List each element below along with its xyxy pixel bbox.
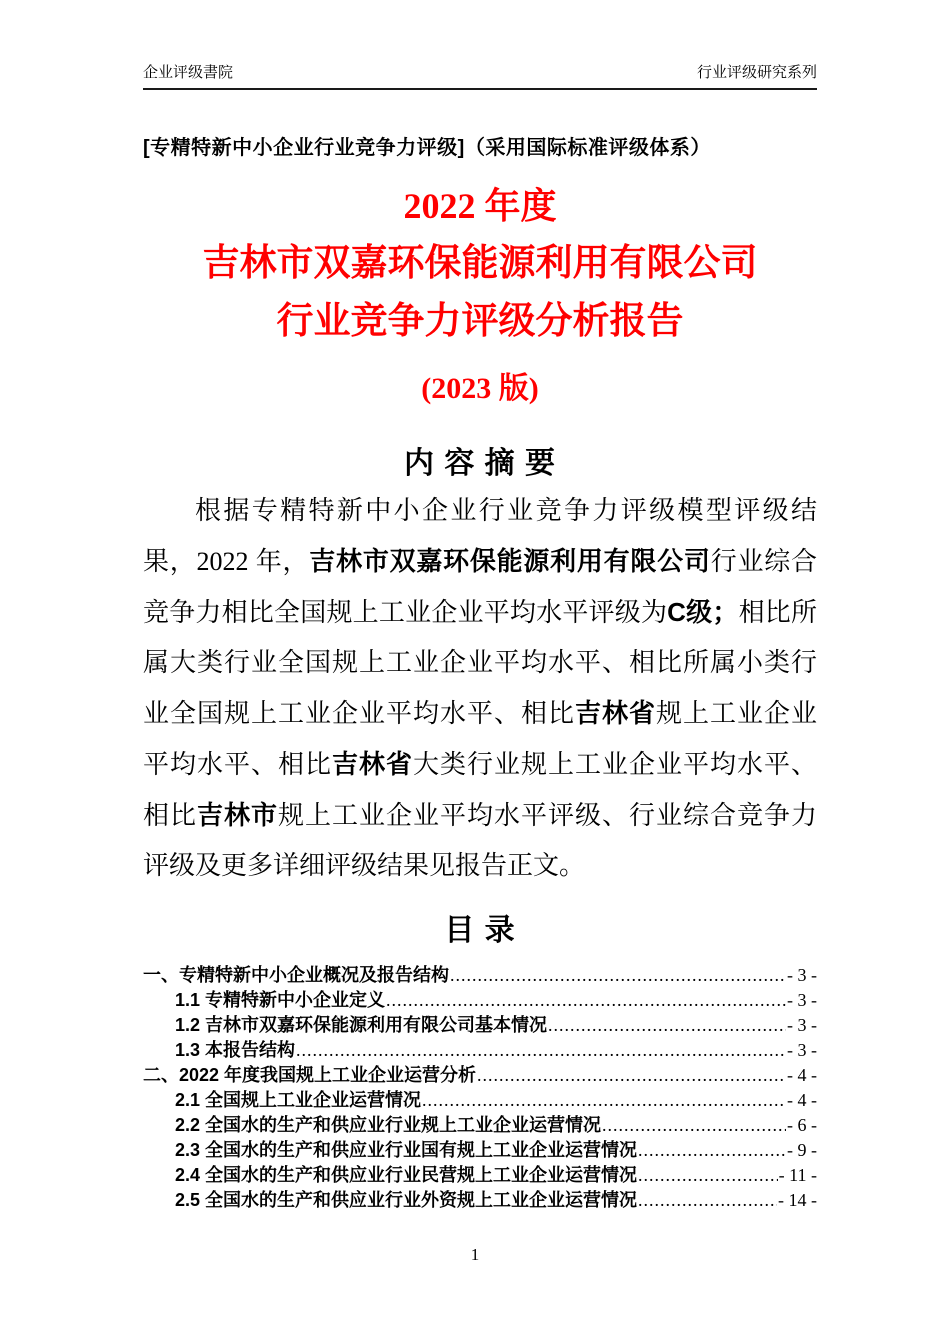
title-block [143, 185, 817, 407]
toc-item-label: 2.1 全国规上工业企业运营情况 [175, 1089, 422, 1110]
toc-item [143, 1188, 817, 1213]
toc-dot-leader [386, 988, 786, 1013]
toc-page-number: - 9 - [787, 1139, 817, 1160]
report-type-line: [专精特新中小企业行业竞争力评级]（采用国际标准评级体系） [143, 137, 711, 159]
toc-item [143, 1138, 817, 1163]
title-report: 行业竞争力评级分析报告 [276, 300, 684, 342]
toc-dot-leader [638, 1188, 777, 1213]
summary-text: 大类行业规上工业企业平均水平、相比 [143, 749, 817, 830]
toc-item-label: 2.3 全国水的生产和供应业行业国有规上工业企业运营情况 [175, 1139, 638, 1160]
toc-item [143, 1113, 817, 1138]
toc-page-number: - 3 - [787, 964, 817, 985]
toc-dot-leader [602, 1113, 786, 1138]
summary-text-bold: 吉林省 [332, 748, 413, 779]
toc-heading: 目 录 [444, 913, 516, 947]
toc-item [143, 1038, 817, 1063]
page-header [143, 0, 817, 90]
toc-page-number: - 3 - [787, 989, 817, 1010]
summary-text-bold: 吉林市双嘉环保能源利用有限公司 [309, 545, 711, 576]
toc-dot-leader [296, 1038, 786, 1063]
summary-text: 规上工业企业平均水平、相比 [143, 698, 817, 779]
title-version: (2023 版) [421, 371, 539, 405]
toc-item-label: 1.2 吉林市双嘉环保能源利用有限公司基本情况 [175, 1014, 548, 1035]
toc-page-number: - 6 - [787, 1114, 817, 1135]
toc-page-number: - 4 - [787, 1064, 817, 1085]
toc-item-label: 一、专精特新中小企业概况及报告结构 [143, 964, 449, 985]
toc-item [143, 1063, 817, 1088]
header-right-text: 行业评级研究系列 [696, 64, 817, 81]
summary-heading: 内 容 摘 要 [403, 446, 556, 480]
toc-list [143, 963, 817, 1213]
toc-page-number: - 14 - [778, 1189, 817, 1210]
toc-page-number: - 3 - [787, 1039, 817, 1060]
toc-page-number: - 3 - [787, 1014, 817, 1035]
toc-item [143, 963, 817, 988]
summary-text: 相比所属大类行业全国规上工业企业平均水平、相比所属小类行业全国规上工业企业平均水平、相比 [143, 597, 817, 728]
toc-dot-leader [477, 1063, 786, 1088]
summary-paragraph [143, 486, 817, 891]
summary-text-bold: 吉林市 [197, 799, 278, 830]
toc-dot-leader [638, 1163, 778, 1188]
toc-item [143, 1088, 817, 1113]
header-left-text: 企业评级書院 [143, 64, 234, 81]
toc-item-label: 1.3 本报告结构 [175, 1039, 296, 1060]
page-number: 1 [470, 1245, 480, 1264]
toc-item [143, 1163, 817, 1188]
toc-item [143, 988, 817, 1013]
title-year: 2022 年度 [403, 186, 557, 226]
toc-dot-leader [548, 1013, 786, 1038]
summary-text: 行业综合竞争力相比全国规上工业企业平均水平评级为 [143, 546, 817, 627]
toc-dot-leader [422, 1088, 786, 1113]
toc-dot-leader [450, 963, 786, 988]
toc-dot-leader [638, 1138, 786, 1163]
toc-page-number: - 4 - [787, 1089, 817, 1110]
summary-text-bold: C级； [667, 596, 739, 627]
toc-item-label: 二、2022 年度我国规上工业企业运营分析 [143, 1064, 477, 1085]
toc-item-label: 2.2 全国水的生产和供应业行业规上工业企业运营情况 [175, 1114, 602, 1135]
toc-page-number: - 11 - [778, 1164, 817, 1185]
summary-text: 规上工业企业平均水平评级、行业综合竞争力评级及更多详细评级结果见报告正文。 [143, 800, 817, 880]
toc-item-label: 2.4 全国水的生产和供应业行业民营规上工业企业运营情况 [175, 1164, 638, 1185]
toc-item-label: 1.1 专精特新中小企业定义 [175, 989, 386, 1010]
toc-item [143, 1013, 817, 1038]
summary-text: 根据专精特新中小企业行业竞争力评级模型评级结果，2022 年， [143, 495, 817, 576]
toc-item-label: 2.5 全国水的生产和供应业行业外资规上工业企业运营情况 [175, 1189, 638, 1210]
summary-text-bold: 吉林省 [574, 697, 656, 728]
title-company: 吉林市双嘉环保能源利用有限公司 [202, 243, 758, 285]
